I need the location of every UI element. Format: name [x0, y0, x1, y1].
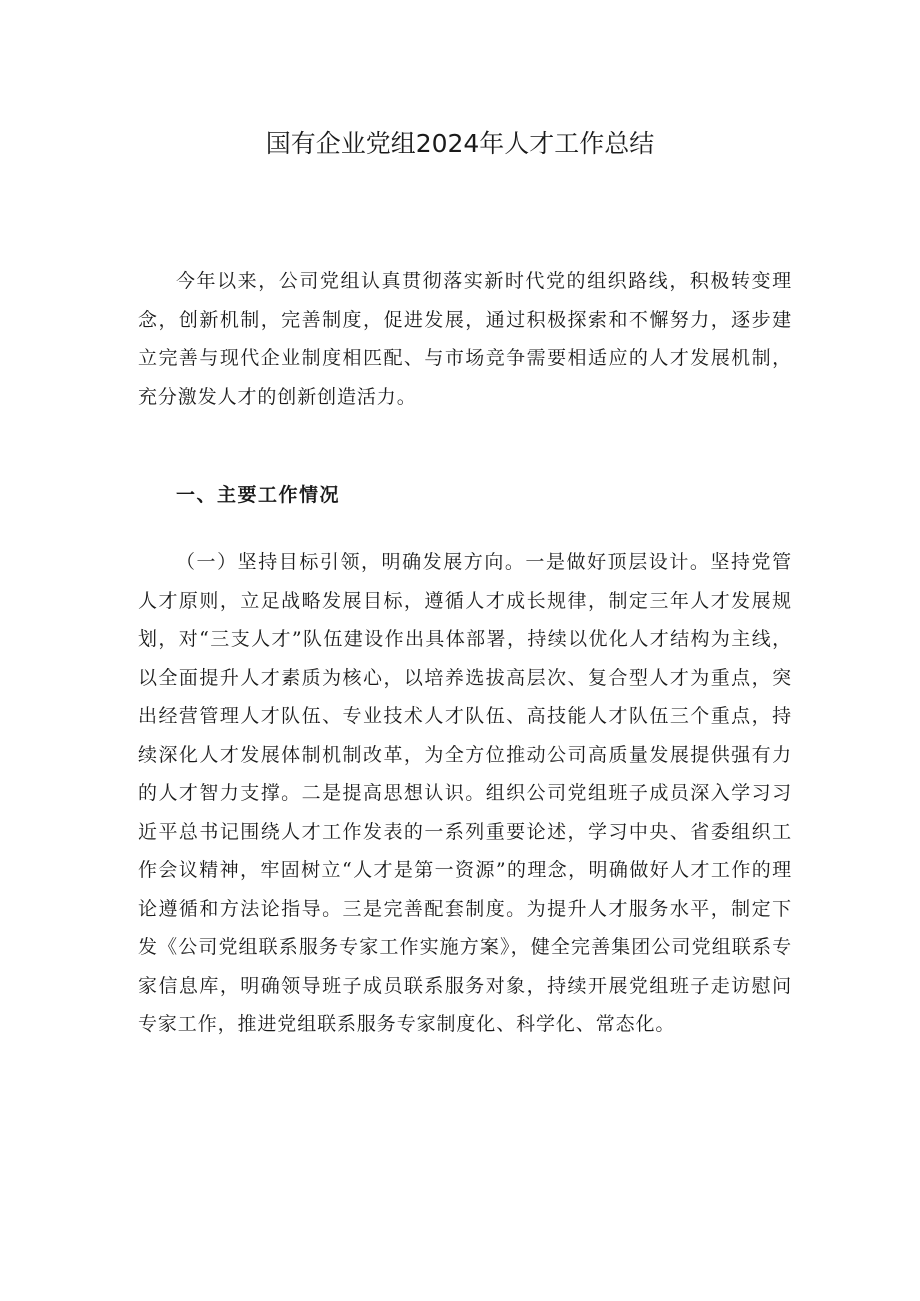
section-heading: 一、主要工作情况 — [176, 484, 341, 506]
intro-paragraph: 今年以来，公司党组认真贯彻落实新时代党的组织路线，积极转变理念，创新机制，完善制度，促进发展，通过积极探索和不懈努力，逐步建立完善与现代企业制度相匹配、与市场竞争需要相适应的人才发展机制，充分激发人才的创新创造活力。 — [138, 270, 792, 408]
section-paragraph: （一）坚持目标引领，明确发展方向。一是做好顶层设计。坚持党管人才原则，立足战略发展目标，遵循人才成长规律，制定三年人才发展规划，对“三支人才”队伍建设作出具体部署，持续以优化人才结构为主线，以全面提升人才素质为核心，以培养选拔高层次、复合型人才为重点，突出经营管理人才队伍、专业技术人才队伍、高技能人才队伍三个重点，持续深化人才发展体制机制改革，为全方位推动公司高质量发展提供强有力的人才智力支撑。二是提高思想认识。组织公司党组班子成员深入学习习近平总书记围绕人才工作发表的一系列重要论述，学习中央、省委组织工作会议精神，牢固树立“人才是第一资源”的理念，明确做好人才工作的理论遵循和方法论指导。三是完善配套制度。为提升人才服务水平，制定下发《公司党组联系服务专家工作实施方案》，健全完善集团公司党组联系专家信息库，明确领导班子成员联系服务对象，持续开展党组班子走访慰问专家工作，推进党组联系服务专家制度化、科学化、常态化。 — [138, 551, 792, 1035]
document-title: 国有企业党组2024年人才工作总结 — [265, 129, 655, 158]
